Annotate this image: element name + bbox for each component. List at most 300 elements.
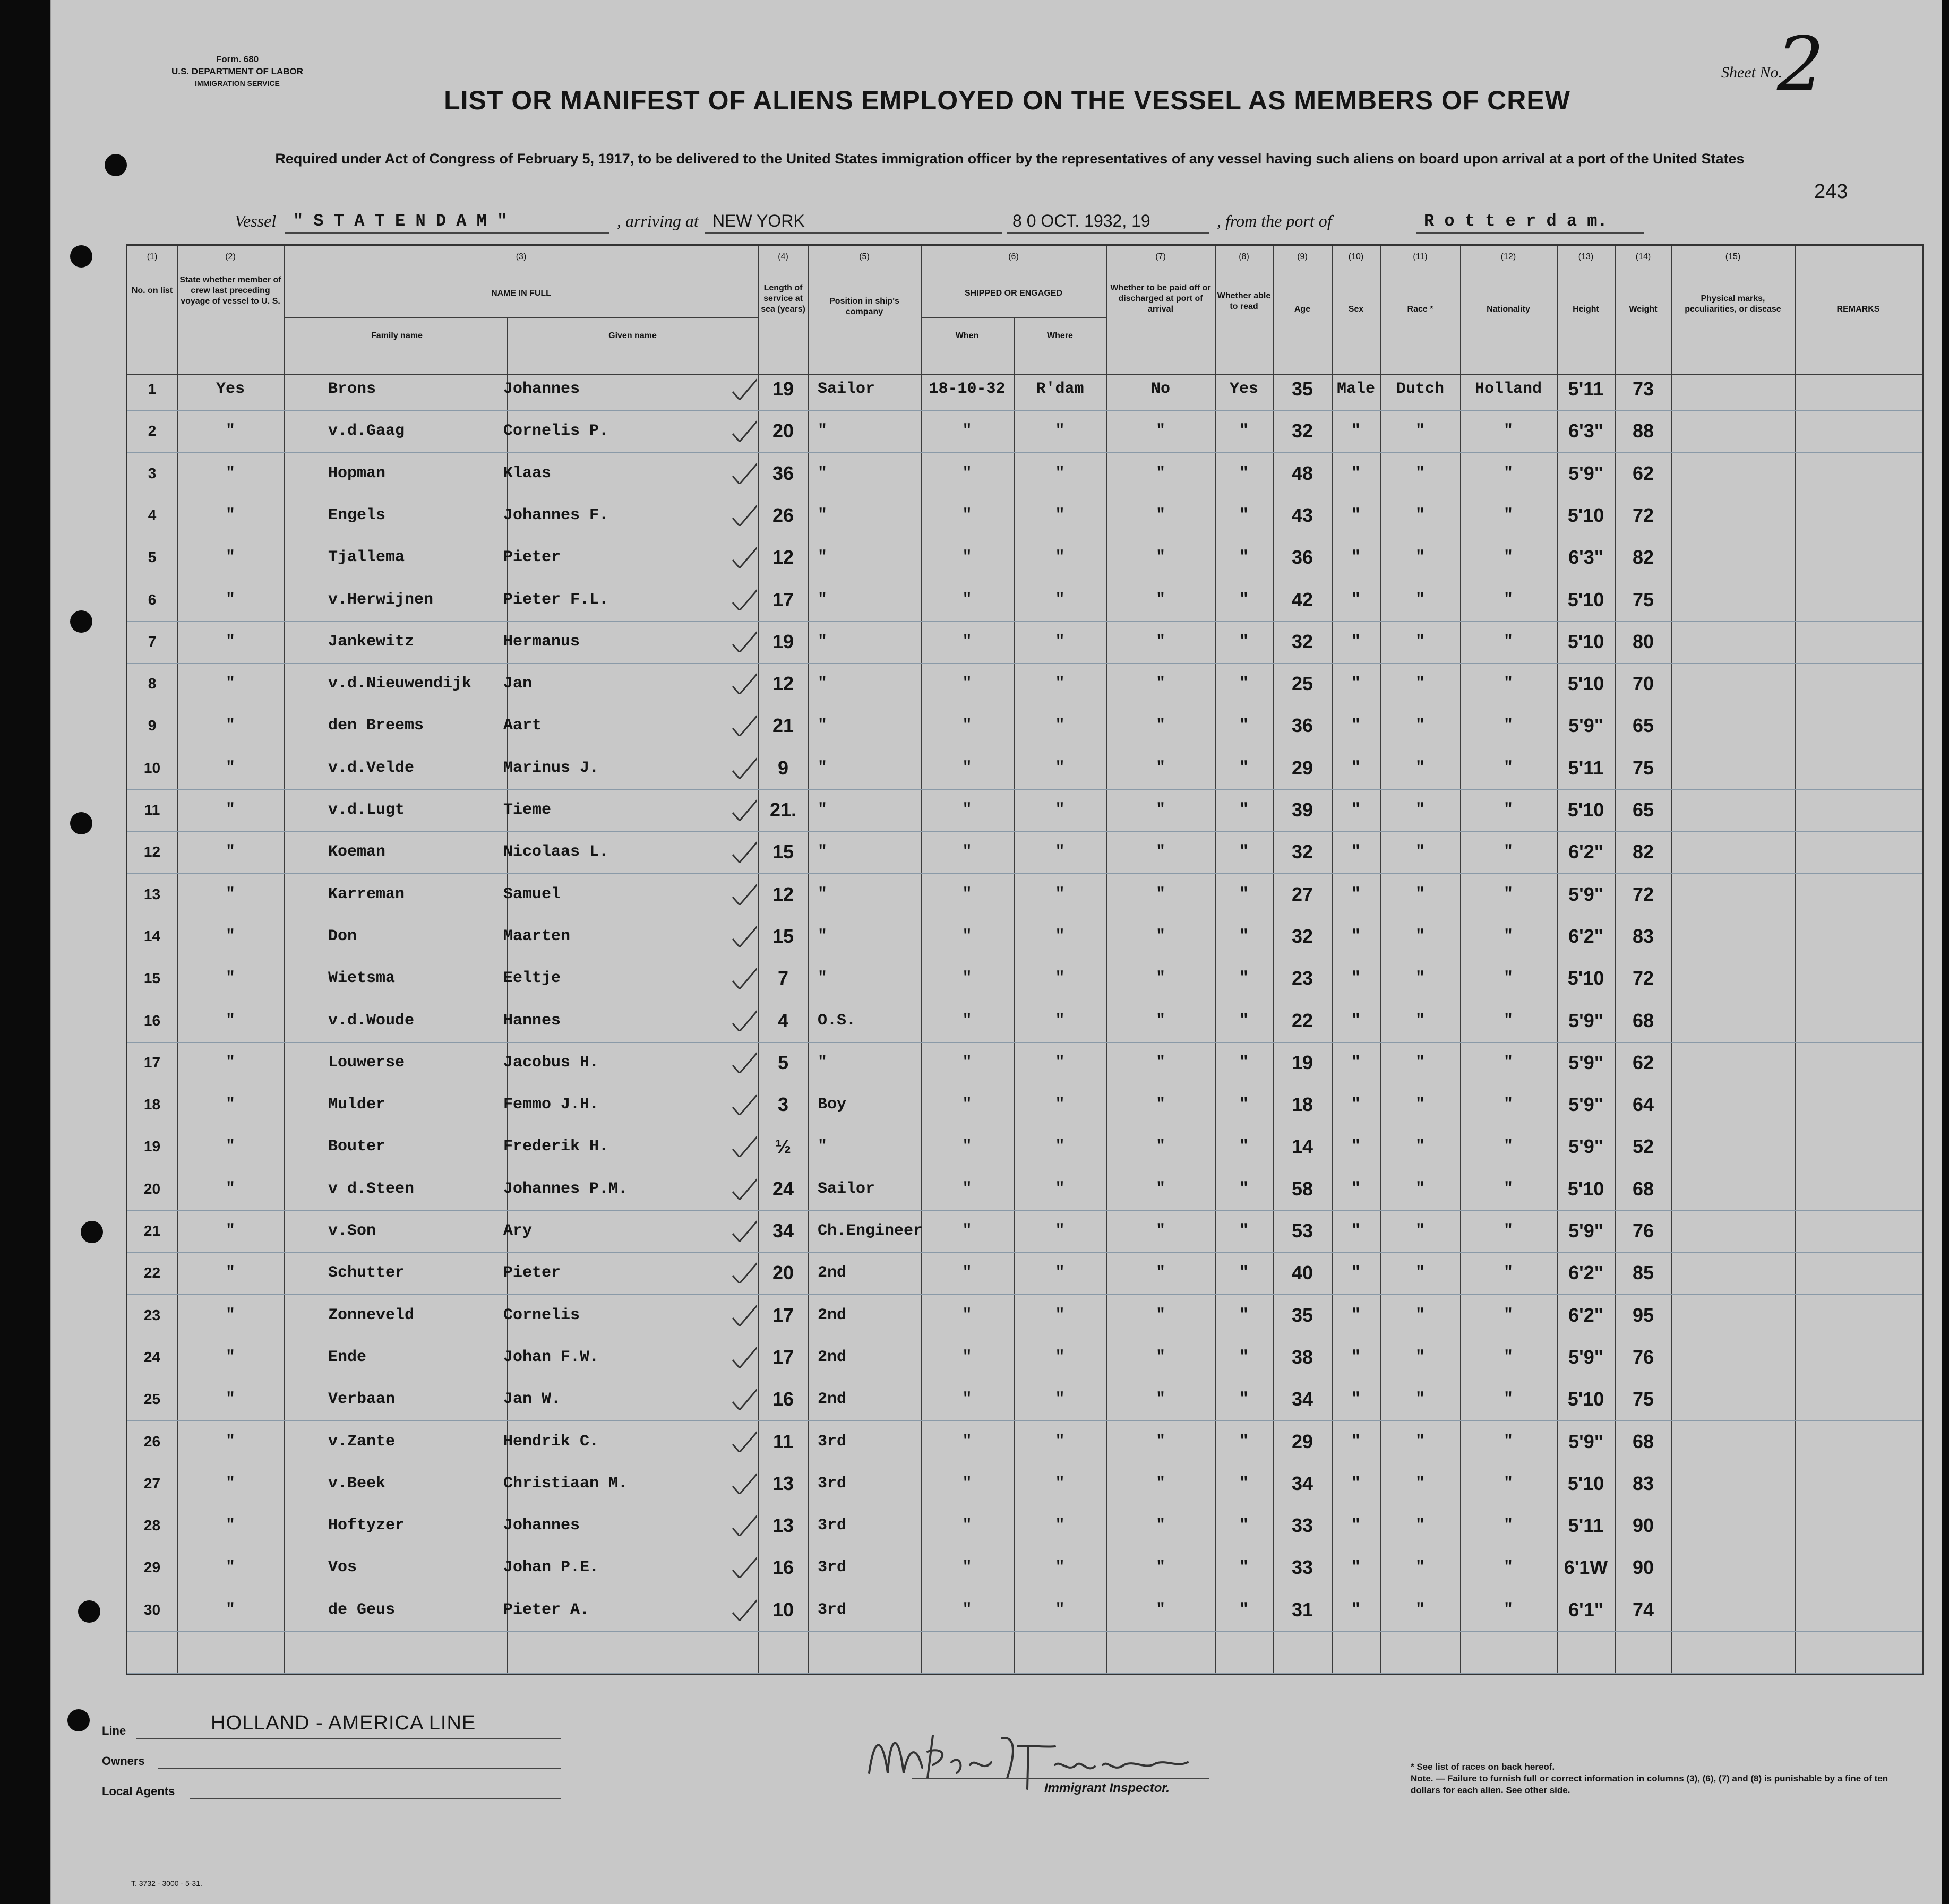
cell-paid: " (1155, 1474, 1165, 1493)
cell-family: Engels (328, 506, 386, 524)
cell-service: 10 (772, 1598, 794, 1621)
punch-hole (70, 610, 92, 633)
cell-service: 21 (772, 714, 794, 737)
cell-paid: " (1155, 969, 1165, 988)
cell-no: 24 (143, 1348, 161, 1365)
cell-where: " (1055, 969, 1065, 988)
check-mark-icon (730, 368, 757, 400)
cell-service: 12 (772, 673, 794, 695)
cell-no: 19 (143, 1138, 161, 1155)
cell-weight: 72 (1632, 504, 1654, 526)
cell-sex: " (1351, 548, 1361, 567)
ruled-line (127, 1673, 1922, 1674)
ruled-line (127, 621, 1922, 622)
cell-family: v.d.Lugt (328, 801, 405, 819)
cell-service: 19 (772, 378, 794, 400)
cell-service: 19 (772, 630, 794, 652)
cell-read: " (1239, 1348, 1249, 1366)
cell-position: " (818, 675, 828, 693)
col-num-14: (14) (1635, 252, 1651, 261)
cell-nationality: " (1503, 1348, 1513, 1366)
cell-when: " (962, 675, 972, 693)
cell-when: " (962, 1053, 972, 1072)
cell-nationality: " (1503, 632, 1513, 651)
cell-given: Tieme (503, 801, 552, 819)
cell-no: 3 (148, 464, 157, 481)
check-mark-icon (730, 831, 757, 863)
cell-no: 12 (143, 843, 161, 860)
cell-when: " (962, 1306, 972, 1324)
column-divider (1671, 246, 1672, 1674)
cell-service: 16 (772, 1388, 794, 1410)
cell-age: 32 (1291, 420, 1313, 442)
form-identifier (131, 53, 344, 90)
cell-prev: " (225, 717, 235, 735)
col-num-9: (9) (1297, 252, 1308, 261)
cell-where: " (1055, 675, 1065, 693)
cell-age: 58 (1291, 1177, 1313, 1200)
cell-family: Hopman (328, 464, 386, 483)
cell-read: " (1239, 927, 1249, 945)
cell-read: " (1239, 717, 1249, 735)
check-mark-icon (730, 621, 757, 652)
manifest-sheet (50, 0, 1942, 1904)
cell-height: 5'9" (1568, 1220, 1603, 1242)
subheader-divider (284, 317, 758, 318)
cell-when: " (962, 1138, 972, 1156)
cell-nationality: " (1503, 1558, 1513, 1577)
cell-height: 5'10 (1567, 1177, 1604, 1200)
cell-paid: " (1155, 1348, 1165, 1366)
cell-position: 2nd (818, 1390, 847, 1409)
cell-no: 1 (148, 381, 157, 397)
cell-no: 13 (143, 885, 161, 902)
check-mark-icon (730, 494, 757, 526)
cell-position: " (818, 969, 828, 988)
cell-prev: " (225, 843, 235, 861)
cell-age: 18 (1291, 1093, 1313, 1116)
col-num-13: (13) (1578, 252, 1594, 261)
cell-service: 13 (772, 1514, 794, 1537)
page-subtitle: Required under Act of Congress of February 5, 1917, to be delivered to the United States immigration officer by the representatives of any vessel having such aliens on board upon arrival at a port of the United States (275, 151, 1745, 167)
cell-when: 18-10-32 (929, 380, 1006, 398)
check-mark-icon (730, 1125, 757, 1157)
footnote (1411, 1761, 1899, 1796)
cell-position: " (818, 422, 828, 441)
cell-given: Cornelis P. (503, 422, 609, 441)
column-divider (758, 246, 759, 1674)
cell-nationality: " (1503, 1138, 1513, 1156)
cell-family: Zonneveld (328, 1306, 415, 1324)
cell-height: 5'10 (1567, 967, 1604, 989)
cell-given: Pieter F.L. (503, 590, 609, 609)
header-nationality: Nationality (1487, 305, 1530, 314)
cell-given: Klaas (503, 464, 552, 483)
cell-given: Hermanus (503, 632, 580, 651)
from-port: R o t t e r d a m. (1424, 211, 1608, 231)
print-code: T. 3732 - 3000 - 5-31. (131, 1879, 202, 1888)
punch-hole (67, 1709, 90, 1731)
arriving-port: NEW YORK (712, 211, 805, 230)
column-divider (808, 246, 809, 1674)
cell-prev: " (225, 1306, 235, 1324)
cell-read: " (1239, 506, 1249, 524)
cell-sex: " (1351, 927, 1361, 945)
cell-weight: 73 (1632, 378, 1654, 400)
cell-when: " (962, 590, 972, 609)
cell-family: Hoftyzer (328, 1517, 405, 1535)
cell-read: " (1239, 675, 1249, 693)
cell-no: 29 (143, 1559, 161, 1576)
check-mark-icon (730, 410, 757, 442)
cell-no: 15 (143, 970, 161, 987)
cell-no: 16 (143, 1012, 161, 1029)
cell-nationality: " (1503, 1600, 1513, 1619)
cell-when: " (962, 885, 972, 903)
cell-race: " (1415, 590, 1425, 609)
cell-where: " (1055, 1222, 1065, 1240)
header-able-to-read: Whether able to read (1217, 291, 1271, 311)
cell-position: " (818, 1053, 828, 1072)
cell-weight: 76 (1632, 1346, 1654, 1368)
cell-sex: " (1351, 1138, 1361, 1156)
cell-no: 11 (144, 802, 160, 818)
cell-position: " (818, 548, 828, 567)
from-port-label: , from the port of (1217, 211, 1332, 230)
cell-family: Schutter (328, 1264, 405, 1282)
cell-age: 48 (1291, 462, 1313, 484)
sheet-number: 2 (1777, 21, 1825, 108)
header-length-of-service: Length of service at sea (years) (761, 283, 805, 314)
cell-service: 17 (772, 588, 794, 610)
steamship-line: HOLLAND - AMERICA LINE (211, 1712, 476, 1734)
cell-position: O.S. (818, 1011, 856, 1030)
vessel-name: " S T A T E N D A M " (293, 211, 508, 231)
cell-where: " (1055, 1558, 1065, 1577)
cell-service: 11 (772, 1430, 794, 1452)
cell-height: 5'10 (1567, 1472, 1604, 1494)
cell-paid: " (1155, 506, 1165, 524)
cell-prev: " (225, 1432, 235, 1451)
cell-height: 5'9" (1568, 1051, 1603, 1073)
cell-race: " (1415, 1390, 1425, 1409)
cell-family: Tjallema (328, 548, 405, 567)
cell-no: 30 (143, 1601, 161, 1618)
punch-hole (78, 1600, 100, 1623)
cell-height: 6'2" (1568, 1304, 1603, 1326)
underline (705, 232, 1002, 234)
col-num-4: (4) (778, 252, 788, 261)
cell-weight: 75 (1632, 588, 1654, 610)
cell-given: Johannes (503, 1517, 580, 1535)
cell-height: 6'2" (1568, 1262, 1603, 1284)
header-remarks: REMARKS (1836, 305, 1880, 314)
cell-service: 5 (777, 1051, 789, 1073)
cell-nationality: Holland (1474, 380, 1542, 398)
cell-prev: " (225, 1558, 235, 1577)
cell-height: 5'9" (1568, 714, 1603, 737)
cell-position: " (818, 927, 828, 945)
cell-race: Dutch (1396, 380, 1444, 398)
cell-service: 9 (777, 756, 789, 779)
cell-position: " (818, 590, 828, 609)
cell-when: " (962, 1390, 972, 1409)
cell-weight: 90 (1632, 1514, 1654, 1537)
check-mark-icon (730, 915, 757, 947)
header-state-member: State whether member of crew last preceding voyage of vessel to U. S. (179, 275, 281, 306)
check-mark-icon (730, 873, 757, 905)
cell-height: 5'10 (1567, 504, 1604, 526)
cell-where: " (1055, 1432, 1065, 1451)
cell-sex: " (1351, 1222, 1361, 1240)
column-divider (1380, 246, 1381, 1674)
cell-nationality: " (1503, 675, 1513, 693)
header-weight: Weight (1629, 305, 1658, 314)
inspector-underline (912, 1778, 1209, 1779)
cell-sex: " (1351, 675, 1361, 693)
cell-no: 27 (143, 1475, 161, 1492)
cell-given: Pieter A. (503, 1600, 590, 1619)
ruled-line (127, 831, 1922, 832)
cell-height: 6'3" (1568, 420, 1603, 442)
sheet-number-label: Sheet No. (1721, 64, 1782, 81)
cell-when: " (962, 1222, 972, 1240)
cell-given: Johan F.W. (503, 1348, 599, 1366)
cell-age: 42 (1291, 588, 1313, 610)
header-race: Race * (1407, 305, 1433, 314)
cell-sex: " (1351, 1096, 1361, 1114)
cell-paid: " (1155, 1264, 1165, 1282)
col-num-6: (6) (1008, 252, 1019, 261)
cell-weight: 64 (1632, 1093, 1654, 1116)
cell-age: 33 (1291, 1514, 1313, 1537)
cell-no: 17 (143, 1054, 161, 1071)
cell-nationality: " (1503, 1390, 1513, 1409)
cell-read: " (1239, 548, 1249, 567)
ruled-line (127, 452, 1922, 453)
cell-sex: Male (1336, 380, 1375, 398)
cell-no: 2 (148, 423, 157, 440)
cell-service: 36 (772, 462, 794, 484)
cell-where: " (1055, 801, 1065, 819)
punch-hole (70, 812, 92, 834)
cell-paid: " (1155, 1390, 1165, 1409)
cell-family: Brons (328, 380, 376, 398)
ruled-line (127, 410, 1922, 411)
cell-sex: " (1351, 1432, 1361, 1451)
cell-position: " (818, 632, 828, 651)
cell-race: " (1415, 422, 1425, 441)
cell-race: " (1415, 1011, 1425, 1030)
cell-weight: 90 (1632, 1556, 1654, 1579)
cell-given: Nicolaas L. (503, 843, 609, 861)
cell-family: de Geus (328, 1600, 396, 1619)
cell-sex: " (1351, 1517, 1361, 1535)
cell-prev: " (225, 1222, 235, 1240)
cell-read: " (1239, 1011, 1249, 1030)
cell-position: " (818, 759, 828, 777)
header-paid-off: Whether to be paid off or discharged at port of arrival (1110, 283, 1211, 314)
col-num-11: (11) (1413, 252, 1428, 261)
cell-race: " (1415, 1517, 1425, 1535)
cell-sex: " (1351, 1348, 1361, 1366)
cell-nationality: " (1503, 1264, 1513, 1282)
cell-race: " (1415, 717, 1425, 735)
cell-read: " (1239, 1053, 1249, 1072)
cell-race: " (1415, 1306, 1425, 1324)
cell-nationality: " (1503, 548, 1513, 567)
cell-race: " (1415, 1179, 1425, 1198)
cell-no: 23 (143, 1306, 161, 1323)
check-mark-icon (730, 1504, 757, 1536)
penalty-note: Note. — Failure to furnish full or correct information in columns (3), (6), (7) and (8) is punishable by a fine of ten dollars for each alien. See other side. (1411, 1773, 1888, 1795)
cell-paid: " (1155, 464, 1165, 483)
cell-sex: " (1351, 1390, 1361, 1409)
cell-nationality: " (1503, 1096, 1513, 1114)
cell-race: " (1415, 1474, 1425, 1493)
cell-age: 53 (1291, 1220, 1313, 1242)
cell-sex: " (1351, 717, 1361, 735)
cell-weight: 65 (1632, 714, 1654, 737)
underline (1007, 232, 1209, 234)
cell-age: 19 (1291, 1051, 1313, 1073)
cell-family: v.d.Nieuwendijk (328, 675, 472, 693)
cell-no: 10 (143, 759, 161, 776)
cell-weight: 83 (1632, 1472, 1654, 1494)
cell-where: " (1055, 632, 1065, 651)
cell-height: 5'9" (1568, 462, 1603, 484)
cell-prev: " (225, 632, 235, 651)
cell-service: 15 (772, 925, 794, 947)
cell-height: 6'1W (1564, 1556, 1608, 1579)
cell-service: 21. (769, 799, 797, 821)
cell-paid: " (1155, 1558, 1165, 1577)
cell-weight: 75 (1632, 1388, 1654, 1410)
cell-age: 34 (1291, 1388, 1313, 1410)
cell-height: 5'10 (1567, 799, 1604, 821)
cell-where: " (1055, 464, 1065, 483)
cell-nationality: " (1503, 969, 1513, 988)
cell-given: Johan P.E. (503, 1558, 599, 1577)
ruled-line (127, 1294, 1922, 1295)
cell-when: " (962, 1517, 972, 1535)
col-num-5: (5) (859, 252, 870, 261)
cell-when: " (962, 1348, 972, 1366)
cell-paid: " (1155, 548, 1165, 567)
cell-read: Yes (1229, 380, 1258, 398)
cell-family: Verbaan (328, 1390, 396, 1409)
cell-weight: 72 (1632, 883, 1654, 905)
cell-where: " (1055, 1600, 1065, 1619)
cell-service: 20 (772, 420, 794, 442)
cell-when: " (962, 1264, 972, 1282)
cell-height: 6'2" (1568, 925, 1603, 947)
check-mark-icon (730, 1041, 757, 1073)
cell-read: " (1239, 1179, 1249, 1198)
ruled-line (127, 789, 1922, 790)
cell-weight: 95 (1632, 1304, 1654, 1326)
cell-age: 43 (1291, 504, 1313, 526)
cell-nationality: " (1503, 1432, 1513, 1451)
header-no-on-list: No. on list (131, 286, 173, 295)
cell-age: 35 (1291, 378, 1313, 400)
cell-position: 3rd (818, 1558, 847, 1577)
subheader-divider (921, 317, 1106, 318)
check-mark-icon (730, 704, 757, 736)
cell-age: 29 (1291, 756, 1313, 779)
cell-given: Femmo J.H. (503, 1096, 599, 1114)
cell-prev: " (225, 1600, 235, 1619)
header-shipped-or-engaged: SHIPPED OR ENGAGED (964, 289, 1063, 298)
cell-service: 34 (772, 1220, 794, 1242)
cell-race: " (1415, 759, 1425, 777)
cell-race: " (1415, 548, 1425, 567)
col-num-8: (8) (1239, 252, 1249, 261)
cell-height: 5'9" (1568, 1093, 1603, 1116)
check-mark-icon (730, 1378, 757, 1410)
header-where: Where (1047, 331, 1073, 340)
cell-weight: 74 (1632, 1598, 1654, 1621)
cell-prev: " (225, 464, 235, 483)
cell-family: Jankewitz (328, 632, 415, 651)
cell-nationality: " (1503, 717, 1513, 735)
cell-race: " (1415, 464, 1425, 483)
cell-sex: " (1351, 1600, 1361, 1619)
cell-when: " (962, 801, 972, 819)
col-num-12: (12) (1500, 252, 1516, 261)
cell-when: " (962, 1600, 972, 1619)
cell-prev: " (225, 675, 235, 693)
check-mark-icon (730, 1210, 757, 1242)
cell-paid: " (1155, 1517, 1165, 1535)
cell-no: 14 (143, 927, 161, 944)
cell-read: " (1239, 1600, 1249, 1619)
cell-family: Ende (328, 1348, 367, 1366)
cell-service: 12 (772, 883, 794, 905)
race-footnote: * See list of races on back hereof. (1411, 1762, 1555, 1772)
cell-prev: " (225, 801, 235, 819)
cell-when: " (962, 422, 972, 441)
column-divider (921, 246, 922, 1674)
cell-paid: " (1155, 1053, 1165, 1072)
cell-when: " (962, 548, 972, 567)
cell-family: den Breems (328, 717, 424, 735)
check-mark-icon (730, 1589, 757, 1621)
ruled-line (127, 1042, 1922, 1043)
cell-read: " (1239, 632, 1249, 651)
cell-where: " (1055, 1390, 1065, 1409)
cell-age: 27 (1291, 883, 1313, 905)
check-mark-icon (730, 747, 757, 779)
cell-prev: " (225, 885, 235, 903)
col-num-2: (2) (225, 252, 236, 261)
cell-position: " (818, 506, 828, 524)
cell-race: " (1415, 1348, 1425, 1366)
cell-service: 12 (772, 546, 794, 568)
cell-height: 5'9" (1568, 1009, 1603, 1031)
cell-service: 24 (772, 1177, 794, 1200)
cell-family: Karreman (328, 885, 405, 903)
cell-paid: " (1155, 801, 1165, 819)
cell-sex: " (1351, 843, 1361, 861)
header-divider (127, 374, 1922, 375)
cell-position: " (818, 801, 828, 819)
cell-family: Bouter (328, 1138, 386, 1156)
cell-prev: " (225, 506, 235, 524)
cell-paid: " (1155, 1222, 1165, 1240)
cell-service: 16 (772, 1556, 794, 1579)
cell-no: 8 (148, 675, 157, 692)
